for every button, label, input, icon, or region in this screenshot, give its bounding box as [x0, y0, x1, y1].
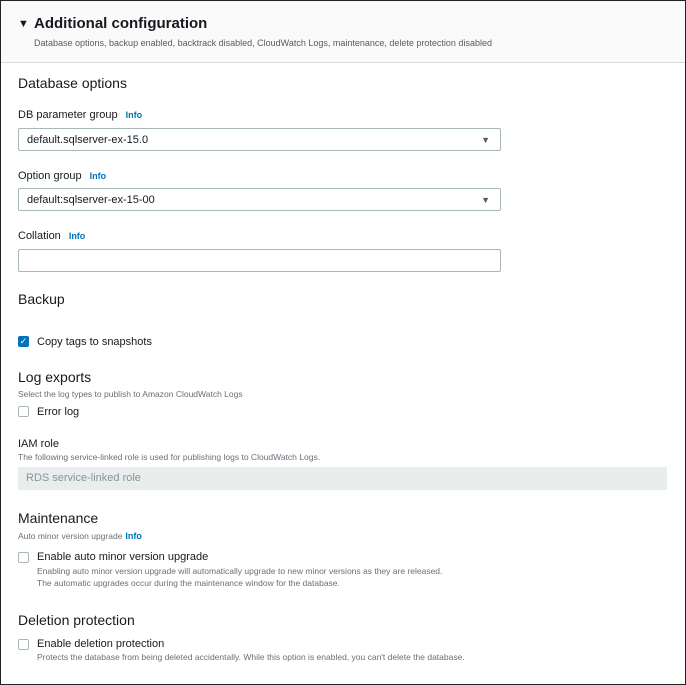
collation-input[interactable] [18, 249, 501, 272]
log-exports-heading: Log exports [18, 369, 92, 385]
info-link[interactable]: Info [68, 231, 86, 241]
collation-label [18, 230, 85, 242]
auto-upgrade-label[interactable]: Enable auto minor version upgrade [37, 551, 209, 563]
deletion-protection-description: Protects the database from being deleted accidentally. While this option is enabled, you can't delete the database. [37, 652, 465, 662]
copy-tags-label[interactable]: Copy tags to snapshots [37, 336, 152, 348]
auto-upgrade-description-1: Enabling auto minor version upgrade will automatically upgrade to new minor versions as they are released. [37, 566, 443, 576]
auto-upgrade-checkbox[interactable] [18, 552, 29, 563]
log-exports-description: Select the log types to publish to Amazon CloudWatch Logs [18, 389, 243, 399]
deletion-protection-heading: Deletion protection [18, 612, 135, 628]
deletion-protection-label[interactable]: Enable deletion protection [37, 638, 165, 650]
parameter-group-label [18, 109, 142, 121]
label-text: Collation [18, 230, 61, 242]
deletion-protection-checkbox[interactable] [18, 639, 29, 650]
caret-down-icon: ▼ [481, 135, 490, 145]
label-text: DB parameter group [18, 109, 118, 121]
info-link[interactable]: Info [89, 171, 107, 181]
iam-role-label: IAM role [18, 438, 59, 450]
error-log-checkbox[interactable] [18, 406, 29, 417]
error-log-label[interactable]: Error log [37, 406, 80, 418]
iam-role-description: The following service-linked role is used for publishing logs to CloudWatch Logs. [18, 452, 321, 462]
parameter-group-select[interactable] [18, 128, 501, 151]
select-value: default:sqlserver-ex-15-00 [27, 194, 155, 206]
select-value: default.sqlserver-ex-15.0 [27, 134, 149, 146]
section-title[interactable]: Additional configuration [34, 15, 208, 32]
database-options-heading: Database options [18, 75, 127, 91]
info-link[interactable]: Info [125, 110, 143, 120]
maintenance-heading: Maintenance [18, 510, 99, 526]
iam-role-input: RDS service-linked role [18, 467, 667, 490]
option-group-label [18, 170, 106, 182]
caret-down-icon: ▼ [481, 195, 490, 205]
section-subtitle: Database options, backup enabled, backtrack disabled, CloudWatch Logs, maintenance, delete protection disabled [34, 38, 492, 48]
backup-heading: Backup [18, 291, 65, 307]
auto-upgrade-description-2: The automatic upgrades occur during the maintenance window for the database. [37, 578, 340, 588]
sublabel-text: Auto minor version upgrade [18, 531, 123, 541]
option-group-select[interactable] [18, 188, 501, 211]
label-text: Option group [18, 170, 82, 182]
caret-down-icon[interactable]: ▼ [18, 18, 29, 30]
info-link[interactable]: Info [125, 531, 142, 541]
section-header[interactable] [1, 1, 685, 63]
auto-upgrade-sublabel [18, 531, 142, 541]
copy-tags-checkbox[interactable]: ✓ [19, 336, 28, 346]
